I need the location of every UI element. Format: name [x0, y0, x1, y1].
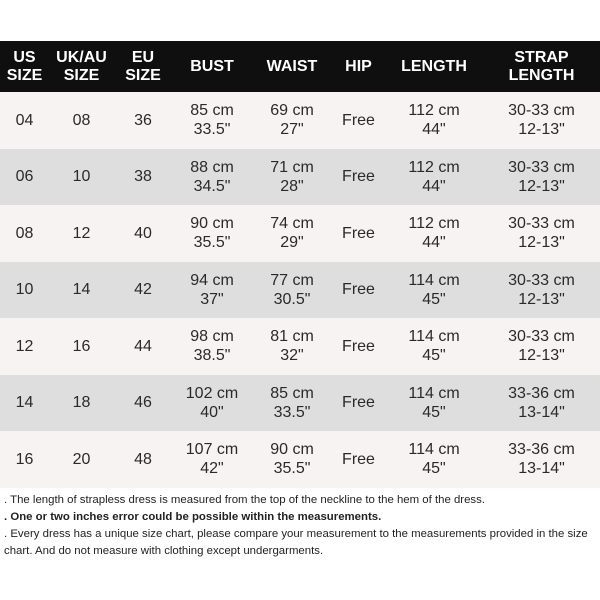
- cell-value-strap-in: 12-13": [518, 121, 565, 139]
- cell-value-eu: 36: [134, 111, 152, 129]
- cell-length: [385, 318, 483, 375]
- cell-length: [385, 92, 483, 149]
- cell-value-us: 10: [15, 281, 34, 299]
- cell-value-hip: Free: [342, 224, 375, 242]
- table-body: [0, 92, 600, 488]
- cell-hip: [332, 205, 385, 262]
- cell-value-length-cm: 114 cm: [408, 384, 460, 402]
- note-error-margin: . One or two inches error could be possible within the measurements.: [4, 511, 382, 523]
- cell-value-us: 16: [15, 450, 34, 468]
- cell-value-strap-in: 13-14": [518, 403, 565, 421]
- cell-value-bust-cm: 107 cm: [185, 441, 239, 459]
- cell-eu-size: [114, 205, 172, 262]
- cell-value-strap-in: 12-13": [518, 290, 565, 308]
- cell-bust: [172, 205, 252, 262]
- cell-value-strap-in: 13-14": [518, 460, 565, 478]
- header-strap-line2: LENGTH: [508, 66, 575, 84]
- cell-value-uk: 20: [72, 450, 91, 468]
- cell-strap-length: [483, 205, 600, 262]
- header-waist-label: WAIST: [266, 57, 318, 75]
- cell-strap-length: [483, 149, 600, 206]
- cell-value-bust-cm: 88 cm: [190, 158, 234, 176]
- cell-value-waist-in: 32": [280, 347, 304, 365]
- cell-value-bust-cm: 102 cm: [185, 384, 239, 402]
- cell-eu-size: [114, 262, 172, 319]
- table-header-row: [0, 41, 600, 92]
- cell-uk-size: [49, 205, 114, 262]
- cell-value-us: 08: [15, 224, 34, 242]
- header-us-line1: US: [13, 48, 36, 66]
- cell-value-bust-cm: 94 cm: [190, 271, 234, 289]
- cell-value-waist-cm: 71 cm: [270, 158, 314, 176]
- cell-value-waist-in: 28": [280, 177, 304, 195]
- cell-value-eu: 40: [134, 224, 152, 242]
- size-chart-table: [0, 41, 600, 488]
- cell-hip: [332, 375, 385, 432]
- cell-value-waist-in: 27": [280, 121, 304, 139]
- cell-strap-length: [483, 431, 600, 488]
- cell-value-waist-cm: 69 cm: [270, 102, 314, 120]
- header-uk-line1: UK/AU: [56, 48, 107, 66]
- cell-value-uk: 14: [72, 281, 91, 299]
- cell-strap-length: [483, 262, 600, 319]
- table-row: [0, 149, 600, 206]
- table-row: [0, 375, 600, 432]
- cell-value-us: 04: [15, 111, 34, 129]
- cell-value-bust-in: 40": [200, 403, 224, 421]
- cell-value-waist-cm: 77 cm: [270, 271, 314, 289]
- cell-length: [385, 431, 483, 488]
- cell-uk-size: [49, 262, 114, 319]
- cell-value-strap-in: 12-13": [518, 234, 565, 252]
- cell-value-uk: 16: [72, 337, 91, 355]
- cell-bust: [172, 92, 252, 149]
- cell-value-uk: 12: [72, 224, 91, 242]
- cell-value-hip: Free: [342, 168, 375, 186]
- cell-bust: [172, 318, 252, 375]
- cell-value-bust-cm: 90 cm: [190, 215, 234, 233]
- cell-value-hip: Free: [342, 337, 375, 355]
- header-eu-size: [114, 41, 172, 92]
- cell-value-waist-in: 30.5": [273, 290, 311, 308]
- cell-strap-length: [483, 92, 600, 149]
- cell-value-bust-in: 42": [200, 460, 224, 478]
- cell-uk-size: [49, 375, 114, 432]
- cell-value-eu: 38: [134, 168, 152, 186]
- table-row: [0, 205, 600, 262]
- cell-value-waist-in: 33.5": [273, 403, 311, 421]
- size-chart-notes: [4, 492, 596, 560]
- cell-value-hip: Free: [342, 111, 375, 129]
- cell-value-us: 06: [15, 168, 34, 186]
- cell-length: [385, 205, 483, 262]
- cell-value-bust-cm: 85 cm: [190, 102, 234, 120]
- cell-bust: [172, 375, 252, 432]
- cell-value-length-in: 45": [422, 460, 446, 478]
- cell-value-waist-in: 35.5": [273, 460, 311, 478]
- cell-value-length-cm: 112 cm: [408, 158, 460, 176]
- cell-us-size: [0, 92, 49, 149]
- cell-waist: [252, 92, 332, 149]
- header-eu-line2: SIZE: [125, 66, 161, 84]
- cell-value-us: 12: [15, 337, 34, 355]
- cell-bust: [172, 431, 252, 488]
- cell-waist: [252, 205, 332, 262]
- cell-waist: [252, 318, 332, 375]
- cell-value-length-cm: 112 cm: [408, 215, 460, 233]
- cell-us-size: [0, 205, 49, 262]
- cell-value-hip: Free: [342, 394, 375, 412]
- cell-value-length-in: 44": [422, 121, 446, 139]
- cell-value-hip: Free: [342, 450, 375, 468]
- cell-value-waist-in: 29": [280, 234, 304, 252]
- cell-value-bust-cm: 98 cm: [190, 328, 234, 346]
- cell-value-bust-in: 35.5": [193, 234, 231, 252]
- cell-uk-size: [49, 431, 114, 488]
- cell-value-bust-in: 34.5": [193, 177, 231, 195]
- cell-eu-size: [114, 92, 172, 149]
- cell-us-size: [0, 318, 49, 375]
- cell-waist: [252, 149, 332, 206]
- cell-value-length-in: 44": [422, 234, 446, 252]
- cell-value-strap-cm: 33-36 cm: [508, 384, 575, 402]
- cell-value-strap-in: 12-13": [518, 347, 565, 365]
- cell-uk-size: [49, 92, 114, 149]
- cell-value-waist-cm: 74 cm: [270, 215, 314, 233]
- cell-value-length-in: 45": [422, 403, 446, 421]
- cell-length: [385, 375, 483, 432]
- cell-hip: [332, 149, 385, 206]
- header-hip: [332, 41, 385, 92]
- header-bust: [172, 41, 252, 92]
- cell-value-length-in: 45": [422, 347, 446, 365]
- header-length-label: LENGTH: [401, 57, 467, 75]
- cell-eu-size: [114, 375, 172, 432]
- header-strap-line1: STRAP: [514, 48, 569, 66]
- cell-hip: [332, 431, 385, 488]
- cell-eu-size: [114, 149, 172, 206]
- table-row: [0, 92, 600, 149]
- cell-hip: [332, 318, 385, 375]
- cell-us-size: [0, 375, 49, 432]
- cell-waist: [252, 262, 332, 319]
- note-compare: . Every dress has a unique size chart, please compare your measurement to the measurements provided in the size chart. And do not measure with clothing except undergarments.: [4, 528, 588, 557]
- cell-length: [385, 262, 483, 319]
- note-measurement: . The length of strapless dress is measured from the top of the neckline to the hem of the dress.: [4, 494, 485, 506]
- header-uk-size: [49, 41, 114, 92]
- header-length: [385, 41, 483, 92]
- cell-value-eu: 46: [134, 394, 152, 412]
- cell-hip: [332, 262, 385, 319]
- cell-uk-size: [49, 318, 114, 375]
- cell-bust: [172, 149, 252, 206]
- cell-us-size: [0, 149, 49, 206]
- cell-strap-length: [483, 318, 600, 375]
- cell-value-bust-in: 38.5": [193, 347, 231, 365]
- cell-value-strap-cm: 30-33 cm: [508, 328, 575, 346]
- cell-value-strap-cm: 33-36 cm: [508, 441, 575, 459]
- header-uk-line2: SIZE: [63, 66, 100, 84]
- header-us-size: [0, 41, 49, 92]
- cell-value-eu: 42: [134, 281, 152, 299]
- cell-value-strap-cm: 30-33 cm: [508, 102, 575, 120]
- cell-value-hip: Free: [342, 281, 375, 299]
- cell-value-waist-cm: 81 cm: [270, 328, 314, 346]
- header-us-line2: SIZE: [6, 66, 43, 84]
- cell-value-uk: 10: [72, 168, 91, 186]
- cell-value-length-in: 44": [422, 177, 446, 195]
- header-waist: [252, 41, 332, 92]
- cell-value-length-in: 45": [422, 290, 446, 308]
- header-hip-label: HIP: [345, 57, 372, 75]
- cell-value-us: 14: [15, 394, 34, 412]
- cell-value-strap-in: 12-13": [518, 177, 565, 195]
- table-row: [0, 431, 600, 488]
- cell-value-strap-cm: 30-33 cm: [508, 158, 575, 176]
- cell-value-waist-cm: 85 cm: [270, 384, 314, 402]
- cell-value-bust-in: 37": [200, 290, 224, 308]
- cell-value-strap-cm: 30-33 cm: [508, 215, 575, 233]
- table-row: [0, 262, 600, 319]
- cell-value-eu: 44: [134, 337, 152, 355]
- cell-value-eu: 48: [134, 450, 152, 468]
- cell-strap-length: [483, 375, 600, 432]
- cell-value-uk: 08: [72, 111, 91, 129]
- cell-hip: [332, 92, 385, 149]
- header-strap-length: [483, 41, 600, 92]
- header-eu-line1: EU: [131, 48, 155, 66]
- cell-length: [385, 149, 483, 206]
- cell-value-strap-cm: 30-33 cm: [508, 271, 575, 289]
- cell-eu-size: [114, 431, 172, 488]
- cell-value-length-cm: 114 cm: [408, 271, 460, 289]
- table-row: [0, 318, 600, 375]
- cell-value-length-cm: 112 cm: [408, 102, 460, 120]
- header-bust-label: BUST: [190, 57, 234, 75]
- cell-value-length-cm: 114 cm: [408, 328, 460, 346]
- cell-value-bust-in: 33.5": [193, 121, 231, 139]
- cell-eu-size: [114, 318, 172, 375]
- cell-us-size: [0, 431, 49, 488]
- cell-waist: [252, 431, 332, 488]
- cell-bust: [172, 262, 252, 319]
- cell-value-waist-cm: 90 cm: [270, 441, 314, 459]
- cell-uk-size: [49, 149, 114, 206]
- cell-value-length-cm: 114 cm: [408, 441, 460, 459]
- cell-us-size: [0, 262, 49, 319]
- cell-value-uk: 18: [72, 394, 91, 412]
- cell-waist: [252, 375, 332, 432]
